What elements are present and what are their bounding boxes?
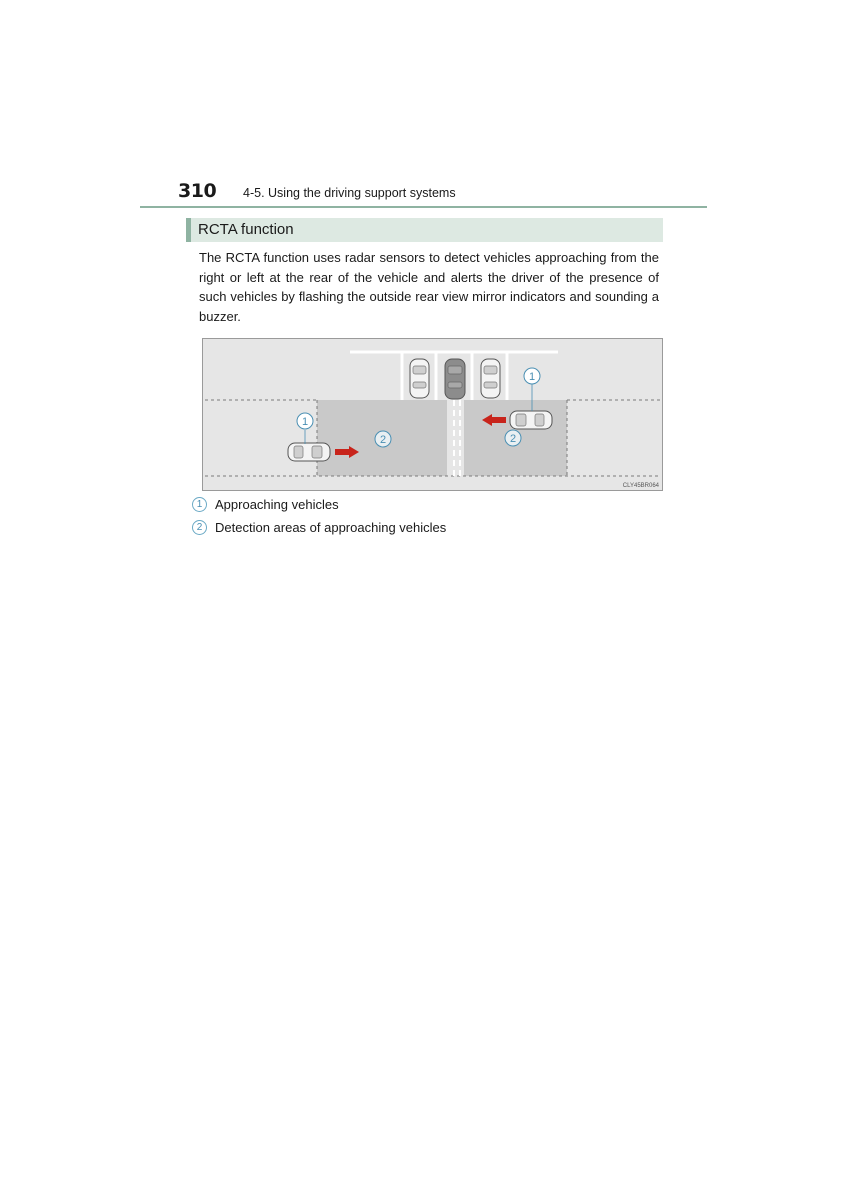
legend-label: Detection areas of approaching vehicles xyxy=(215,520,447,536)
image-code: CLY45BR064 xyxy=(622,483,659,489)
subsection-heading xyxy=(186,218,663,242)
body-paragraph: The RCTA function uses radar sensors to detect vehicles approaching from the right or left at the rear of the vehicle and alerts the driver of the presence of such vehicles by flashing the outside rear view mirror indicators and sounding a buzzer. xyxy=(199,250,659,324)
callout-1-right xyxy=(524,368,540,384)
callout-2-left xyxy=(375,431,391,447)
callout-1-left xyxy=(297,413,313,429)
rcta-diagram-svg xyxy=(202,338,663,491)
callout-2-right xyxy=(505,430,521,446)
svg-text:1: 1 xyxy=(528,371,536,383)
header-divider xyxy=(140,206,707,208)
legend-item xyxy=(192,496,339,514)
approaching-vehicle-right xyxy=(510,411,552,429)
svg-text:1: 1 xyxy=(301,416,309,428)
section-breadcrumb: 4-5. Using the driving support systems xyxy=(243,186,456,200)
subsection-title: RCTA function xyxy=(198,221,294,238)
legend-label: Approaching vehicles xyxy=(215,497,339,513)
parked-car-left xyxy=(410,359,429,398)
svg-text:2: 2 xyxy=(379,434,387,446)
own-vehicle xyxy=(445,359,465,399)
callout-number-icon: 2 xyxy=(192,520,207,535)
approaching-vehicle-left xyxy=(288,443,330,461)
page-number: 310 xyxy=(178,180,217,202)
svg-text:2: 2 xyxy=(509,433,517,445)
parked-car-right xyxy=(481,359,500,398)
callout-number-icon: 1 xyxy=(192,497,207,512)
legend-item xyxy=(192,519,446,537)
rcta-diagram xyxy=(202,338,663,491)
